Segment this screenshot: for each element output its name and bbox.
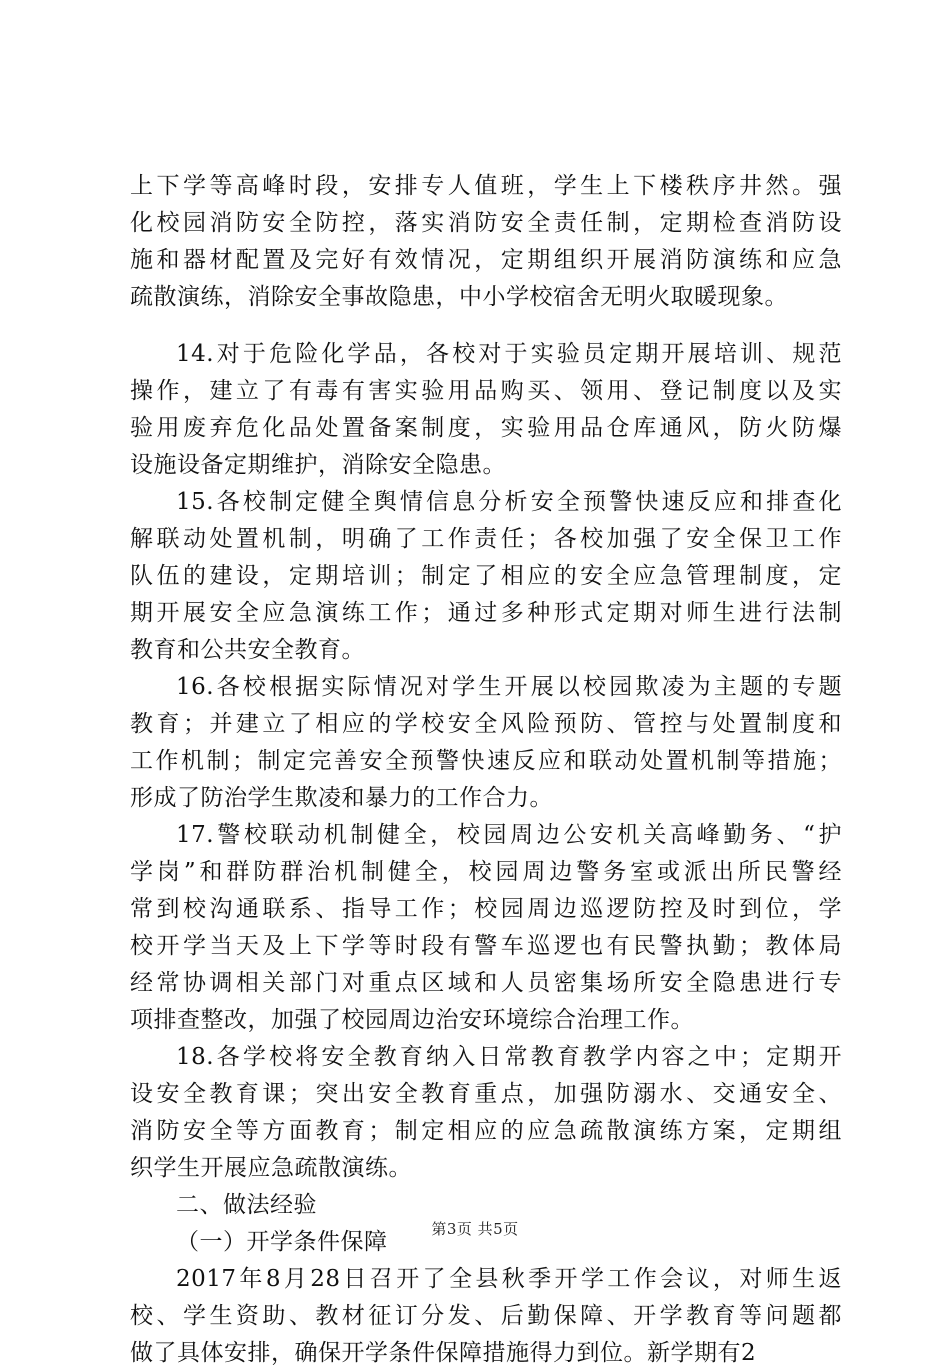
text-line: （一）开学条件保障 — [176, 1229, 388, 1255]
text-line: 18.各学校将安全教育纳入日常教育教学内容之中；定期开 — [176, 1044, 842, 1070]
text-line: 设施设备定期维护，消除安全隐患。 — [130, 452, 506, 478]
text-line: 学岗”和群防群治机制健全，校园周边警务室或派出所民警经 — [130, 859, 842, 885]
text-line: 设安全教育课；突出安全教育重点，加强防溺水、交通安全、 — [130, 1081, 842, 1107]
text-line: 形成了防治学生欺凌和暴力的工作合力。 — [130, 785, 553, 811]
text-line: 解联动处置机制，明确了工作责任；各校加强了安全保卫工作 — [130, 526, 842, 552]
paragraph — [130, 817, 842, 1039]
text-line: 消防安全等方面教育；制定相应的应急疏散演练方案，定期组 — [130, 1118, 842, 1144]
text-line: 教育；并建立了相应的学校安全风险预防、管控与处置制度和 — [130, 711, 842, 737]
paragraph — [130, 669, 842, 817]
text-line: 经常协调相关部门对重点区域和人员密集场所安全隐患进行专 — [130, 970, 842, 996]
paragraph — [130, 1039, 842, 1187]
paragraph — [130, 484, 842, 669]
text-line: 疏散演练，消除安全事故隐患，中小学校宿舍无明火取暖现象。 — [130, 284, 788, 310]
text-line: 验用废弃危化品处置备案制度，实验用品仓库通风，防火防爆 — [130, 415, 842, 441]
text-line: 织学生开展应急疏散演练。 — [130, 1155, 412, 1181]
text-line: 常到校沟通联系、指导工作；校园周边巡逻防控及时到位，学 — [130, 896, 842, 922]
page-footer: 第3页 共5页 — [431, 1220, 519, 1238]
text-line: 工作机制；制定完善安全预警快速反应和联动处置机制等措施； — [130, 748, 842, 774]
text-line: 15.各校制定健全舆情信息分析安全预警快速反应和排查化 — [176, 489, 842, 515]
text-line: 队伍的建设，定期培训；制定了相应的安全应急管理制度，定 — [130, 563, 842, 589]
text-line: 化校园消防安全防控，落实消防安全责任制，定期检查消防设 — [130, 210, 842, 236]
text-line: 期开展安全应急演练工作；通过多种形式定期对师生进行法制 — [130, 600, 842, 626]
text-line: 14.对于危险化学品，各校对于实验员定期开展培训、规范 — [176, 341, 842, 367]
text-line: 校开学当天及上下学等时段有警车巡逻也有民警执勤；教体局 — [130, 933, 842, 959]
text-line: 教育和公共安全教育。 — [130, 637, 365, 663]
paragraph-gap — [130, 316, 842, 336]
text-line: 操作，建立了有毒有害实验用品购买、领用、登记制度以及实 — [130, 378, 842, 404]
text-line: 项排查整改，加强了校园周边治安环境综合治理工作。 — [130, 1007, 694, 1033]
paragraph — [130, 168, 842, 316]
paragraph — [130, 336, 842, 484]
text-line: 做了具体安排，确保开学条件保障措施得力到位。新学期有2 — [130, 1340, 757, 1366]
text-line: 2017年8月28日召开了全县秋季开学工作会议，对师生返 — [176, 1266, 842, 1292]
text-line: 17.警校联动机制健全，校园周边公安机关高峰勤务、“护 — [176, 822, 842, 848]
text-line: 16.各校根据实际情况对学生开展以校园欺凌为主题的专题 — [176, 674, 842, 700]
text-line: 上下学等高峰时段，安排专人值班，学生上下楼秩序井然。强 — [130, 173, 842, 199]
document-body — [130, 168, 842, 1372]
text-line: 施和器材配置及完好有效情况，定期组织开展消防演练和应急 — [130, 247, 842, 273]
paragraph — [130, 1261, 842, 1372]
text-line: 校、学生资助、教材征订分发、后勤保障、开学教育等问题都 — [130, 1303, 842, 1329]
text-line: 二、做法经验 — [176, 1192, 317, 1218]
